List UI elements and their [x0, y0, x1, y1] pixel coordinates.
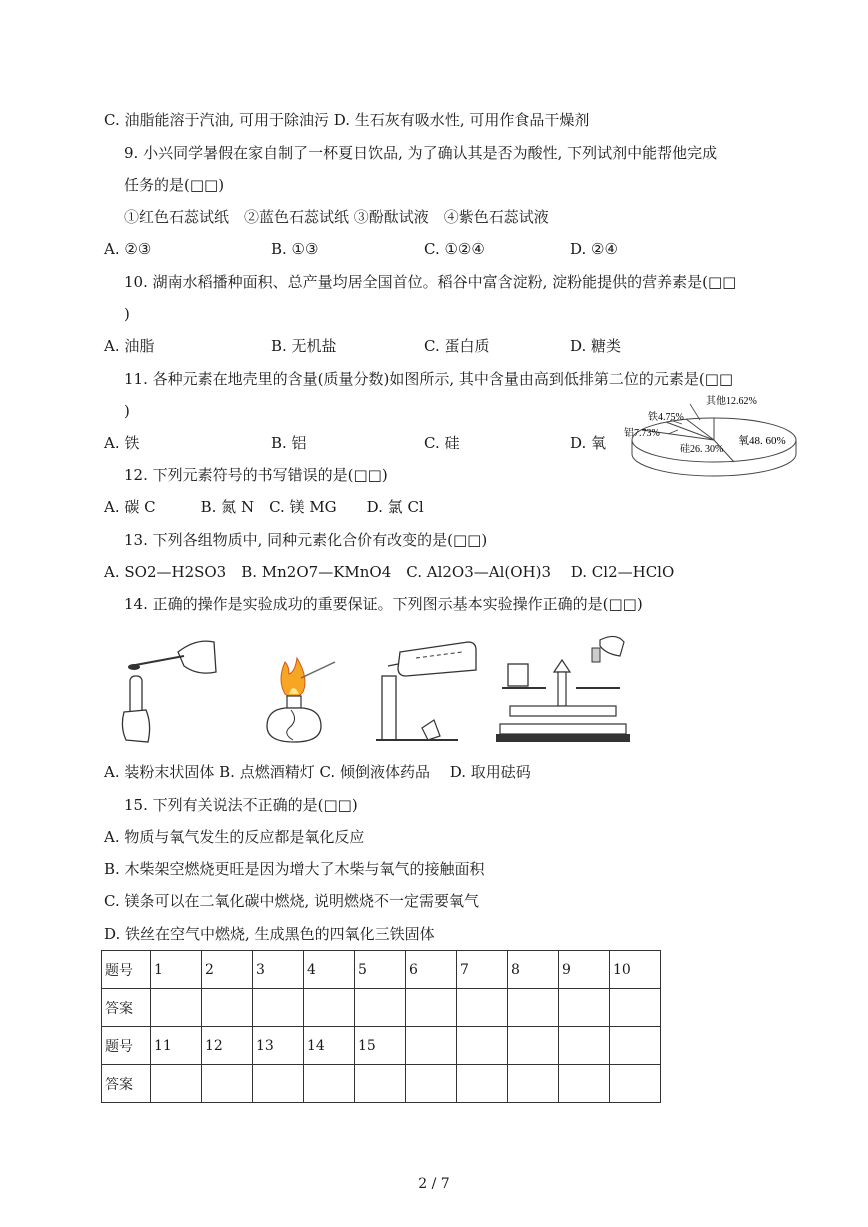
- table-cell: 题号: [102, 1027, 151, 1065]
- answer-cell[interactable]: [304, 1065, 355, 1103]
- q10-stem-line1: 10. 湖南水稻播种面积、总产量均居全国首位。稻谷中富含淀粉, 淀粉能提供的营养素是(□□: [124, 273, 737, 291]
- pie-label-silicon: 硅26. 30%: [680, 444, 724, 455]
- answer-cell[interactable]: [508, 989, 559, 1027]
- table-cell: 3: [253, 951, 304, 989]
- answer-cell[interactable]: [151, 989, 202, 1027]
- page-number: 2 / 7: [418, 1176, 450, 1192]
- answer-cell[interactable]: [202, 989, 253, 1027]
- powder-loading-illustration: [118, 632, 218, 744]
- table-cell: 题号: [102, 951, 151, 989]
- q9-option-b: B. ①③: [271, 240, 319, 258]
- answer-cell[interactable]: [457, 1065, 508, 1103]
- q8-options-cd: C. 油脂能溶于汽油, 可用于除油污 D. 生石灰有吸水性, 可用作食品干燥剂: [104, 111, 590, 129]
- answer-cell[interactable]: [355, 1065, 406, 1103]
- crust-element-pie: [620, 390, 800, 482]
- answer-cell[interactable]: [151, 1065, 202, 1103]
- q10-stem-line2: ): [124, 305, 130, 323]
- q11-option-d: D. 氧: [570, 434, 607, 452]
- table-cell: [559, 1027, 610, 1065]
- pie-label-aluminum: 铝7.73%: [624, 428, 660, 439]
- q9-option-d: D. ②④: [570, 240, 618, 258]
- table-cell: 5: [355, 951, 406, 989]
- q15-option-c: C. 镁条可以在二氧化碳中燃烧, 说明燃烧不一定需要氧气: [104, 892, 480, 910]
- table-cell: 答案: [102, 1065, 151, 1103]
- table-cell: [406, 1027, 457, 1065]
- table-cell: 15: [355, 1027, 406, 1065]
- table-row: [102, 1027, 661, 1065]
- q15-option-a: A. 物质与氧气发生的反应都是氧化反应: [104, 828, 365, 846]
- q9-stem-line2: 任务的是(□□): [124, 176, 225, 194]
- answer-cell[interactable]: [457, 989, 508, 1027]
- answer-table: [101, 950, 661, 1103]
- q12-stem: 12. 下列元素符号的书写错误的是(□□): [124, 466, 388, 484]
- table-cell: [457, 1027, 508, 1065]
- pie-label-other: 其他12.62%: [706, 396, 757, 407]
- q10-option-c: C. 蛋白质: [424, 337, 490, 355]
- q13-options: A. SO2—H2SO3 B. Mn2O7—KMnO4 C. Al2O3—Al(OH)3 D. Cl2—HClO: [104, 563, 675, 581]
- q13-stem: 13. 下列各组物质中, 同种元素化合价有改变的是(□□): [124, 531, 488, 549]
- table-cell: 14: [304, 1027, 355, 1065]
- pouring-liquid-illustration: [376, 636, 480, 744]
- table-cell: 11: [151, 1027, 202, 1065]
- answer-cell[interactable]: [559, 1065, 610, 1103]
- answer-cell[interactable]: [253, 1065, 304, 1103]
- answer-cell[interactable]: [406, 989, 457, 1027]
- q11-option-a: A. 铁: [104, 434, 140, 452]
- table-cell: 6: [406, 951, 457, 989]
- table-cell: 答案: [102, 989, 151, 1027]
- table-cell: [610, 1027, 661, 1065]
- q15-option-b: B. 木柴架空燃烧更旺是因为增大了木柴与氧气的接触面积: [104, 860, 485, 878]
- table-cell: 12: [202, 1027, 253, 1065]
- q9-items: ①红色石蕊试纸 ②蓝色石蕊试纸 ③酚酞试液 ④紫色石蕊试液: [124, 208, 549, 226]
- q15-stem: 15. 下列有关说法不正确的是(□□): [124, 796, 358, 814]
- q11-option-b: B. 铝: [271, 434, 307, 452]
- q10-option-d: D. 糖类: [570, 337, 622, 355]
- table-row: [102, 951, 661, 989]
- q10-option-a: A. 油脂: [104, 337, 155, 355]
- answer-cell[interactable]: [406, 1065, 457, 1103]
- table-row: [102, 989, 661, 1027]
- alcohol-lamp-illustration: [255, 654, 341, 746]
- q11-option-c: C. 硅: [424, 434, 460, 452]
- q14-options: A. 装粉末状固体 B. 点燃酒精灯 C. 倾倒液体药品 D. 取用砝码: [104, 763, 531, 781]
- answer-cell[interactable]: [559, 989, 610, 1027]
- table-cell: 8: [508, 951, 559, 989]
- table-cell: 13: [253, 1027, 304, 1065]
- answer-cell[interactable]: [304, 989, 355, 1027]
- table-cell: [508, 1027, 559, 1065]
- q10-option-b: B. 无机盐: [271, 337, 337, 355]
- answer-cell[interactable]: [202, 1065, 253, 1103]
- answer-cell[interactable]: [610, 1065, 661, 1103]
- answer-cell[interactable]: [508, 1065, 559, 1103]
- answer-cell[interactable]: [355, 989, 406, 1027]
- answer-cell[interactable]: [253, 989, 304, 1027]
- q11-stem-line2: ): [124, 402, 130, 420]
- q9-stem-line1: 9. 小兴同学暑假在家自制了一杯夏日饮品, 为了确认其是否为酸性, 下列试剂中能帮他完成: [124, 144, 718, 162]
- balance-weights-illustration: [496, 632, 630, 746]
- q9-option-a: A. ②③: [104, 240, 152, 258]
- table-row: [102, 1065, 661, 1103]
- q9-option-c: C. ①②④: [424, 240, 485, 258]
- pie-label-oxygen: 氧48. 60%: [738, 435, 786, 447]
- q15-option-d: D. 铁丝在空气中燃烧, 生成黑色的四氧化三铁固体: [104, 925, 435, 943]
- q12-options: A. 碳 C B. 氮 N C. 镁 MG D. 氯 Cl: [104, 498, 424, 516]
- table-cell: 1: [151, 951, 202, 989]
- table-cell: 2: [202, 951, 253, 989]
- answer-cell[interactable]: [610, 989, 661, 1027]
- table-cell: 10: [610, 951, 661, 989]
- table-cell: 7: [457, 951, 508, 989]
- q11-stem-line1: 11. 各种元素在地壳里的含量(质量分数)如图所示, 其中含量由高到低排第二位的元素是(□□: [124, 370, 734, 388]
- table-cell: 9: [559, 951, 610, 989]
- table-cell: 4: [304, 951, 355, 989]
- q14-stem: 14. 正确的操作是实验成功的重要保证。下列图示基本实验操作正确的是(□□): [124, 595, 643, 613]
- pie-label-iron: 铁4.75%: [648, 412, 684, 423]
